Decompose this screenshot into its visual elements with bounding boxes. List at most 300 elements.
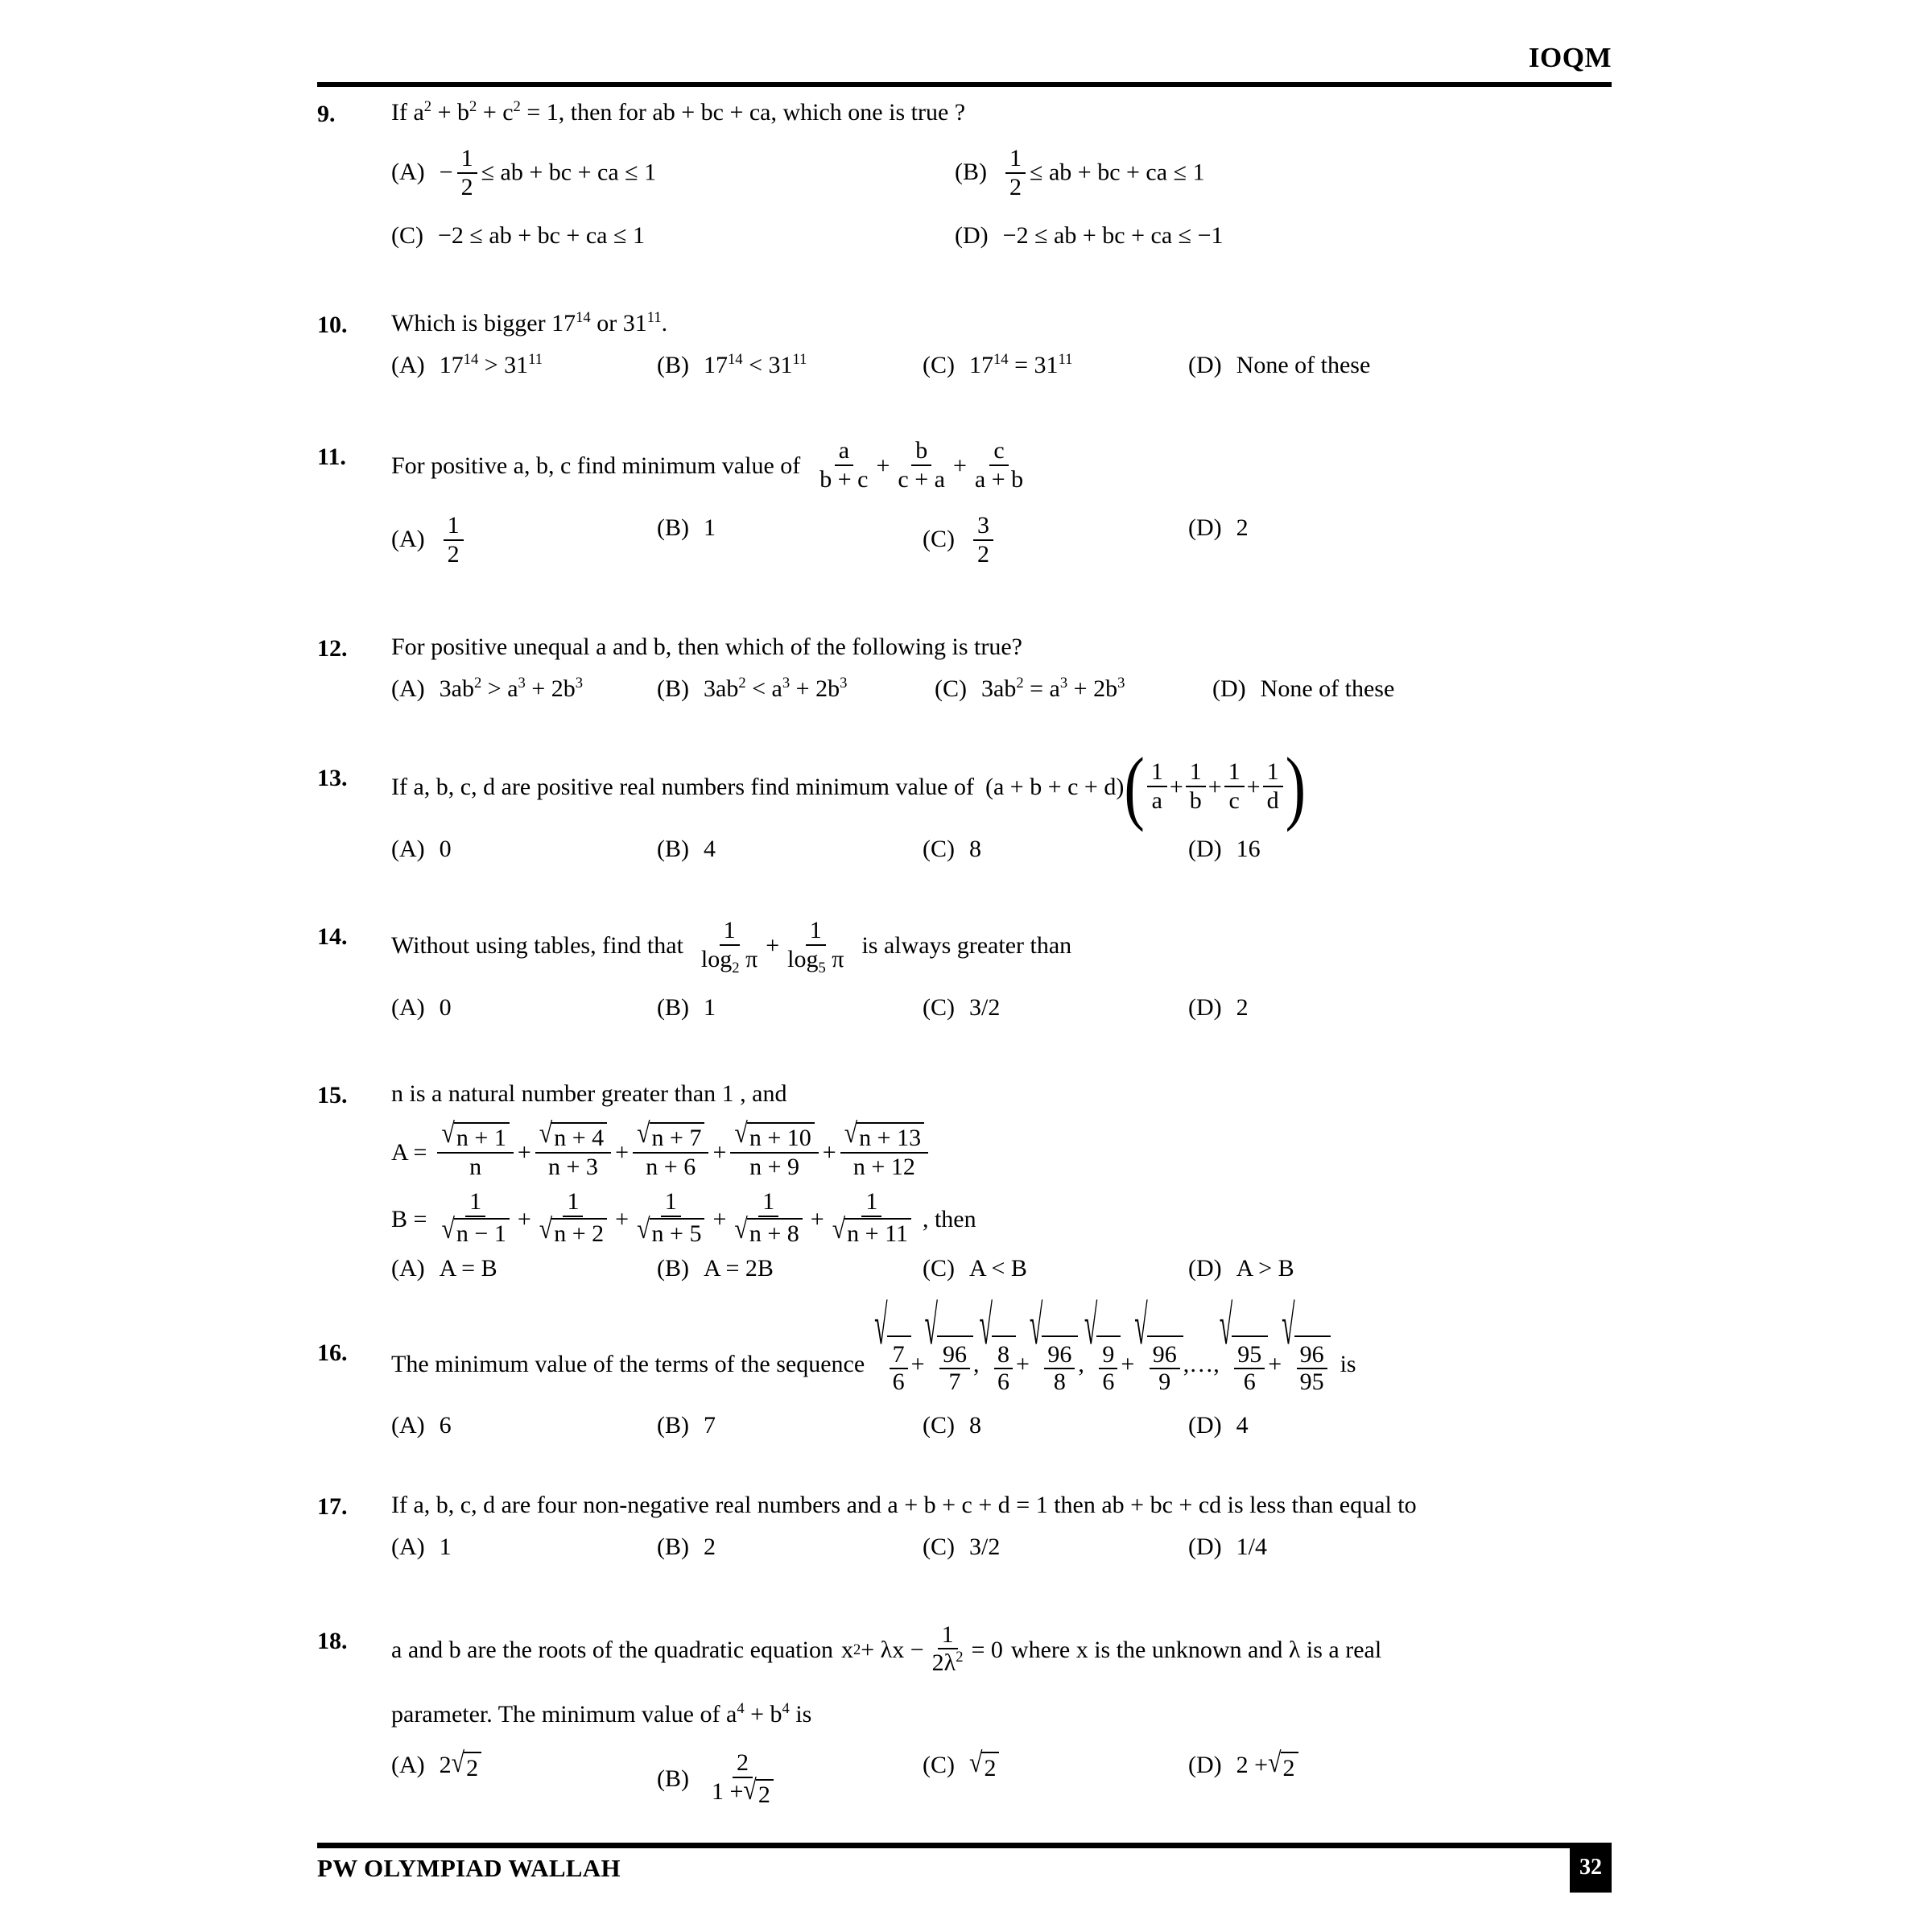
option-c-value xyxy=(981,675,1125,703)
option-a-value xyxy=(440,147,656,201)
q14-sub2: 5 xyxy=(818,959,826,976)
q11-d2: c + a xyxy=(898,465,945,493)
q18-l2p1: parameter. The minimum value of a xyxy=(391,1700,737,1728)
q16-term2b xyxy=(1029,1294,1078,1395)
footer-divider xyxy=(317,1843,1612,1848)
right-paren: ) xyxy=(1285,741,1307,834)
q16-t2n-b: 96 xyxy=(1044,1343,1075,1369)
q15-A-r3: n + 7 xyxy=(650,1122,705,1151)
option-c-label: (C) xyxy=(923,1752,955,1779)
q16-t2n-c: 96 xyxy=(1150,1343,1180,1369)
option-d[interactable] xyxy=(1188,352,1370,379)
q12c-b1: 3ab xyxy=(981,675,1017,702)
q16-t2d-a: 7 xyxy=(948,1368,961,1395)
sqrt-icon: √ xyxy=(539,1213,553,1245)
option-a-label: (A) xyxy=(391,1752,425,1779)
option-b-label: (B) xyxy=(955,159,987,186)
option-b[interactable] xyxy=(657,994,923,1022)
question-number: 15. xyxy=(317,1082,348,1108)
q16-sep3: ,…, xyxy=(1183,1350,1220,1377)
q18-l2p3: is xyxy=(789,1700,812,1728)
plus: + xyxy=(615,1206,630,1233)
option-b[interactable] xyxy=(657,1534,923,1561)
option-c-label: (C) xyxy=(923,526,955,553)
sqrt-icon: √ xyxy=(441,1213,455,1245)
q10a-op: > 31 xyxy=(478,352,529,378)
q18-prompt-pre: a and b are the roots of the quadratic equation xyxy=(391,1636,833,1663)
plus: + xyxy=(1015,1350,1030,1377)
sqrt-icon: √ xyxy=(743,1774,757,1806)
option-a-value: 0 xyxy=(439,836,452,862)
q16-t1d-b: 6 xyxy=(997,1368,1009,1395)
q12a-p: + 2b xyxy=(525,675,576,702)
option-c-value xyxy=(969,514,997,568)
q15-B-lhs: B = xyxy=(391,1206,427,1233)
option-b[interactable] xyxy=(657,836,923,863)
sqrt-icon: √ xyxy=(1282,1294,1295,1356)
option-b-value: 1 xyxy=(704,994,716,1021)
q16-t1d-d: 6 xyxy=(1243,1368,1256,1395)
q14-arg2: π xyxy=(832,945,844,972)
option-d-label: (D) xyxy=(1188,1533,1222,1560)
sqrt-icon: √ xyxy=(874,1294,888,1356)
option-d[interactable] xyxy=(1188,514,1249,542)
option-b[interactable] xyxy=(657,1749,923,1809)
q15-A-t4-num xyxy=(730,1117,818,1154)
q16-t2n-d: 96 xyxy=(1297,1343,1327,1369)
q12b-op: < a xyxy=(745,675,782,702)
option-c[interactable] xyxy=(923,1255,1188,1282)
q10-t5: . xyxy=(661,310,668,336)
q15-B-r3: n + 5 xyxy=(650,1218,705,1247)
page-number-badge: 32 xyxy=(1570,1843,1612,1893)
question-text xyxy=(391,1294,1686,1395)
q9b-den: 2 xyxy=(1009,173,1022,200)
sqrt-icon: √ xyxy=(734,1117,748,1150)
option-d-value: −2 ≤ ab + bc + ca ≤ −1 xyxy=(1002,222,1224,249)
option-d-label: (D) xyxy=(1188,352,1222,378)
plus: + xyxy=(810,1206,824,1233)
q11-d1: b + c xyxy=(819,465,869,493)
option-c[interactable] xyxy=(923,1534,1188,1561)
option-a-label: (A) xyxy=(391,994,425,1021)
q18a-rad: 2 xyxy=(464,1752,481,1782)
q13-f1d: a xyxy=(1151,786,1162,814)
q16-sep1: , xyxy=(973,1350,980,1377)
sqrt-icon: √ xyxy=(1134,1294,1148,1356)
option-a[interactable] xyxy=(391,675,657,703)
question-13 xyxy=(317,741,1686,863)
q13-f3d: c xyxy=(1228,786,1240,814)
option-a-value xyxy=(440,675,583,703)
option-a[interactable] xyxy=(391,836,657,863)
option-a-value xyxy=(440,514,468,568)
q16-t2n-a: 96 xyxy=(939,1343,970,1369)
option-c[interactable] xyxy=(923,1412,1188,1439)
q16-t2d-b: 8 xyxy=(1053,1368,1066,1395)
q15-A-d4: n + 9 xyxy=(749,1153,800,1180)
q14-prompt-pre: Without using tables, find that xyxy=(391,932,683,960)
option-c-value: 3/2 xyxy=(969,994,1001,1021)
plus: + xyxy=(910,1350,925,1377)
q16-term3a xyxy=(1084,1294,1121,1395)
q9-t2: 2 xyxy=(423,98,432,115)
q13-paren-group xyxy=(1124,741,1307,834)
option-d-label: (D) xyxy=(1212,675,1246,702)
q15-A-lhs: A = xyxy=(391,1138,427,1166)
option-b-value: 1 xyxy=(704,514,716,541)
question-text xyxy=(391,437,1686,493)
q11-n2: b xyxy=(911,438,931,466)
q11c-den: 2 xyxy=(977,540,989,568)
q15-B-r4: n + 8 xyxy=(747,1218,803,1247)
q9-t3: + b xyxy=(431,99,470,126)
option-c-label: (C) xyxy=(935,675,967,702)
q13-f1n: 1 xyxy=(1147,759,1167,787)
q16-t2d-d: 95 xyxy=(1299,1368,1324,1395)
q10b-b1: 17 xyxy=(704,352,728,378)
q15-A-r4: n + 10 xyxy=(747,1122,815,1151)
question-text: n is a natural number greater than 1 , and xyxy=(391,1080,787,1107)
q16-t1n-d: 95 xyxy=(1234,1343,1265,1369)
q18d-rad: 2 xyxy=(1281,1752,1298,1782)
option-c-label: (C) xyxy=(391,222,423,249)
q15-B-r2: n + 2 xyxy=(551,1218,607,1247)
q16-t2d-c: 9 xyxy=(1158,1368,1171,1395)
q14-n2: 1 xyxy=(806,918,826,946)
question-9 xyxy=(317,97,1686,250)
option-c[interactable] xyxy=(391,222,955,250)
question-18 xyxy=(317,1620,1686,1810)
q9a-post: ≤ ab + bc + ca ≤ 1 xyxy=(481,159,657,186)
page-header-title: IOQM xyxy=(1528,42,1612,73)
sqrt-icon: √ xyxy=(924,1294,939,1356)
option-b[interactable] xyxy=(657,514,923,542)
q14-d1 xyxy=(697,945,762,976)
q15-B-r1: n − 1 xyxy=(454,1218,510,1247)
option-c-label: (C) xyxy=(923,1533,955,1560)
q18-eq0: = 0 xyxy=(971,1636,1003,1663)
q15-B-n3: 1 xyxy=(661,1189,681,1217)
question-text xyxy=(391,741,1686,834)
q18-l2s2: 4 xyxy=(782,1699,790,1717)
option-d-value: None of these xyxy=(1236,352,1371,378)
q14-log1: log xyxy=(700,945,733,972)
option-d-value xyxy=(1236,1747,1298,1782)
option-a[interactable] xyxy=(391,514,657,568)
question-10 xyxy=(317,308,1686,379)
q9a-num: 1 xyxy=(457,146,477,174)
option-a[interactable] xyxy=(391,147,955,201)
option-d-value: 4 xyxy=(1236,1411,1249,1439)
option-a-value: 0 xyxy=(439,994,452,1021)
q10c-op: = 31 xyxy=(1008,352,1059,378)
option-b[interactable] xyxy=(657,675,935,703)
plus: + xyxy=(766,932,780,960)
option-a-value xyxy=(440,352,543,379)
q18-prompt-mid: where x is the unknown and λ is a real xyxy=(1010,1636,1382,1663)
q13-expression xyxy=(985,741,1307,834)
q15-A-d5: n + 12 xyxy=(852,1153,915,1180)
question-text xyxy=(391,1620,1686,1678)
option-b-label: (B) xyxy=(657,1411,689,1439)
option-d[interactable] xyxy=(1188,1412,1249,1439)
option-d-label: (D) xyxy=(1188,1254,1222,1282)
q18b-num: 2 xyxy=(733,1750,753,1778)
plus: + xyxy=(1169,774,1183,801)
q16-term1b xyxy=(924,1294,973,1395)
q16-term1a xyxy=(874,1294,910,1395)
q14-n1: 1 xyxy=(720,918,740,946)
option-d-value: None of these xyxy=(1260,675,1395,702)
option-a[interactable] xyxy=(391,1412,657,1439)
q15-A-r1: n + 1 xyxy=(454,1122,510,1151)
q12c-s3: 3 xyxy=(1117,675,1125,691)
sqrt-icon: √ xyxy=(441,1117,455,1150)
q15-B-r5: n + 11 xyxy=(844,1218,911,1247)
header-divider xyxy=(317,82,1612,87)
q16-term3b xyxy=(1134,1294,1183,1395)
q11-d3: a + b xyxy=(974,465,1024,493)
option-b-value xyxy=(704,1749,782,1809)
option-b-label: (B) xyxy=(657,514,689,541)
option-d[interactable] xyxy=(1188,994,1249,1022)
option-d-value: 1/4 xyxy=(1236,1533,1267,1560)
question-number: 18. xyxy=(317,1627,348,1654)
option-a[interactable] xyxy=(391,352,657,379)
q9-t7: = 1, then for ab + bc + ca, which one is true ? xyxy=(520,99,966,126)
option-b-label: (B) xyxy=(657,994,689,1021)
q10c-s2: 11 xyxy=(1058,351,1073,368)
option-d-label: (D) xyxy=(955,222,989,249)
q9-t4: 2 xyxy=(469,98,477,115)
q13-f4n: 1 xyxy=(1263,759,1283,787)
sqrt-icon: √ xyxy=(637,1117,650,1150)
q10a-s1: 14 xyxy=(463,351,479,368)
q16-prompt-pre: The minimum value of the terms of the sequence xyxy=(391,1350,865,1377)
q12c-s2: 3 xyxy=(1059,675,1068,691)
option-b-label: (B) xyxy=(657,836,689,862)
q9-t5: + c xyxy=(477,99,514,126)
sqrt-icon: √ xyxy=(637,1213,650,1245)
q11-prompt: For positive a, b, c find minimum value of xyxy=(391,452,801,480)
option-b[interactable] xyxy=(657,1255,923,1282)
sqrt-icon: √ xyxy=(832,1213,846,1245)
option-d-label: (D) xyxy=(1188,514,1222,541)
q18-fden xyxy=(928,1649,968,1676)
option-b[interactable] xyxy=(657,352,923,379)
q14-arg1: π xyxy=(745,945,758,972)
option-a-value: A = B xyxy=(439,1254,497,1282)
option-c-value: 3/2 xyxy=(969,1533,1001,1560)
left-paren: ( xyxy=(1124,741,1145,834)
q10c-s1: 14 xyxy=(993,351,1009,368)
q12a-s2: 3 xyxy=(518,675,526,691)
question-number: 17. xyxy=(317,1492,348,1520)
option-b[interactable] xyxy=(955,147,1518,201)
plus: + xyxy=(615,1138,630,1166)
option-c-label: (C) xyxy=(923,1254,955,1282)
option-c[interactable] xyxy=(923,836,1188,863)
option-b-label: (B) xyxy=(657,352,689,378)
q16-term4a xyxy=(1219,1294,1268,1395)
q16-t1d-c: 6 xyxy=(1102,1368,1115,1395)
plus: + xyxy=(1268,1350,1282,1377)
plus: + xyxy=(1121,1350,1135,1377)
option-b-value: 4 xyxy=(704,836,716,862)
option-d[interactable] xyxy=(1188,1747,1298,1782)
q15-B-d3 xyxy=(633,1213,708,1248)
q16-prompt-post: is xyxy=(1340,1350,1356,1377)
option-c-value: −2 ≤ ab + bc + ca ≤ 1 xyxy=(438,222,645,249)
option-c-value: 8 xyxy=(969,836,981,862)
option-a[interactable] xyxy=(391,1747,657,1782)
option-d[interactable] xyxy=(1188,836,1261,863)
option-a-label: (A) xyxy=(391,675,425,702)
q10a-s2: 11 xyxy=(528,351,543,368)
option-c-value xyxy=(969,352,1072,379)
q18b-den xyxy=(708,1774,778,1809)
q12c-op: = a xyxy=(1023,675,1060,702)
q10b-s2: 11 xyxy=(792,351,807,368)
option-a-label: (A) xyxy=(391,1533,425,1560)
option-d-value: A > B xyxy=(1236,1254,1294,1282)
q18b-den-rad: 2 xyxy=(756,1779,774,1808)
q13-f3n: 1 xyxy=(1224,759,1245,787)
option-c[interactable] xyxy=(923,994,1188,1022)
q10b-s1: 14 xyxy=(728,351,743,368)
plus: + xyxy=(712,1138,727,1166)
q15-A-d1: n xyxy=(469,1153,482,1180)
q12a-b1: 3ab xyxy=(439,675,474,702)
q10-t3: or 31 xyxy=(590,310,647,336)
option-d-value: 2 xyxy=(1236,514,1249,541)
q12a-s1: 2 xyxy=(473,675,482,691)
q12b-b1: 3ab xyxy=(704,675,739,702)
option-b-value xyxy=(1001,147,1205,201)
option-c[interactable] xyxy=(923,1747,1188,1782)
q12a-s3: 3 xyxy=(575,675,584,691)
question-text: For positive unequal a and b, then which of the following is true? xyxy=(391,634,1022,660)
sqrt-icon: √ xyxy=(844,1117,858,1150)
option-d[interactable] xyxy=(1188,1255,1294,1282)
q15-B-tail: , then xyxy=(922,1206,976,1233)
q12b-p: + 2b xyxy=(790,675,840,702)
option-c[interactable] xyxy=(923,352,1188,379)
q16-t1n-b: 8 xyxy=(994,1343,1013,1369)
plus: + xyxy=(1246,774,1261,801)
question-text xyxy=(391,308,1686,341)
option-a-label: (A) xyxy=(391,836,425,862)
option-a-label: (A) xyxy=(391,1254,425,1282)
option-a-value: 6 xyxy=(439,1411,452,1439)
sqrt-icon: √ xyxy=(451,1747,465,1779)
q14-log2: log xyxy=(787,945,819,972)
q10-t1: Which is bigger 17 xyxy=(391,310,576,336)
q15-B-d5 xyxy=(828,1213,915,1248)
q15-B-n4: 1 xyxy=(758,1189,778,1217)
option-d[interactable] xyxy=(1212,675,1394,703)
option-c-value xyxy=(969,1747,999,1782)
option-b-label: (B) xyxy=(657,1254,689,1282)
option-d-label: (D) xyxy=(1188,994,1222,1021)
option-a-label: (A) xyxy=(391,352,425,378)
option-d[interactable] xyxy=(1188,1534,1267,1561)
option-c-label: (C) xyxy=(923,994,955,1021)
q15-A-r2: n + 4 xyxy=(551,1122,607,1151)
option-c-label: (C) xyxy=(923,1411,955,1439)
option-d[interactable] xyxy=(955,222,1518,250)
q13-f2d: b xyxy=(1189,786,1202,814)
q18-fden-pre: 2λ xyxy=(931,1649,956,1677)
option-d-value: 16 xyxy=(1236,836,1261,862)
q11-n1: a xyxy=(835,438,853,466)
option-a[interactable] xyxy=(391,1534,657,1561)
q15-A-t5-num xyxy=(840,1117,928,1154)
sqrt-icon: √ xyxy=(979,1294,993,1356)
q15-B-n5: 1 xyxy=(861,1189,881,1217)
q12a-op: > a xyxy=(481,675,518,702)
q13-f4d: d xyxy=(1266,786,1279,814)
q15-B-d2 xyxy=(535,1213,611,1248)
question-number: 16. xyxy=(317,1339,348,1366)
option-c[interactable] xyxy=(923,514,1188,568)
q9-t6: 2 xyxy=(513,98,521,115)
q16-t1n-c: 9 xyxy=(1099,1343,1117,1369)
question-number: 14. xyxy=(317,923,348,950)
question-text xyxy=(391,97,1686,130)
q14-prompt-post: is always greater than xyxy=(861,932,1072,960)
q15-expression-A xyxy=(391,1117,1686,1181)
q9b-num: 1 xyxy=(1005,146,1026,174)
question-12 xyxy=(317,631,1686,703)
q18a-coef: 2 xyxy=(439,1752,452,1779)
question-16 xyxy=(317,1294,1686,1439)
option-b-value xyxy=(704,352,807,379)
q15-B-n2: 1 xyxy=(563,1189,583,1217)
q10c-b1: 17 xyxy=(969,352,993,378)
q18-x: x xyxy=(840,1636,853,1663)
question-text xyxy=(391,917,1686,976)
plus: + xyxy=(822,1138,836,1166)
q18-fnum: 1 xyxy=(938,1622,958,1650)
option-b-label: (B) xyxy=(657,675,689,702)
option-c-value: 8 xyxy=(969,1411,981,1439)
q12c-s1: 2 xyxy=(1016,675,1024,691)
plus: + xyxy=(712,1206,727,1233)
q11c-num: 3 xyxy=(973,513,993,541)
q13-prompt: If a, b, c, d are positive real numbers find minimum value of xyxy=(391,774,974,801)
option-d-label: (D) xyxy=(1188,1752,1222,1779)
option-b-value xyxy=(704,675,847,703)
q16-sep2: , xyxy=(1078,1350,1084,1377)
option-b-label: (B) xyxy=(657,1533,689,1560)
option-b-value: 2 xyxy=(704,1533,716,1560)
option-c-label: (C) xyxy=(923,836,955,862)
question-text: If a, b, c, d are four non-negative real numbers and a + b + c + d = 1 then ab + bc + cd is less than equal to xyxy=(391,1491,1417,1518)
plus: + xyxy=(517,1206,531,1233)
q9b-post: ≤ ab + bc + ca ≤ 1 xyxy=(1030,159,1205,186)
option-c-label: (C) xyxy=(923,352,955,378)
option-a[interactable] xyxy=(391,1255,657,1282)
question-number: 9. xyxy=(317,101,336,127)
option-c[interactable] xyxy=(935,675,1212,703)
plus: + xyxy=(876,452,890,480)
q15-B-d4 xyxy=(730,1213,806,1248)
sqrt-icon: √ xyxy=(1268,1747,1282,1779)
option-a-label: (A) xyxy=(391,526,425,553)
option-a[interactable] xyxy=(391,994,657,1022)
